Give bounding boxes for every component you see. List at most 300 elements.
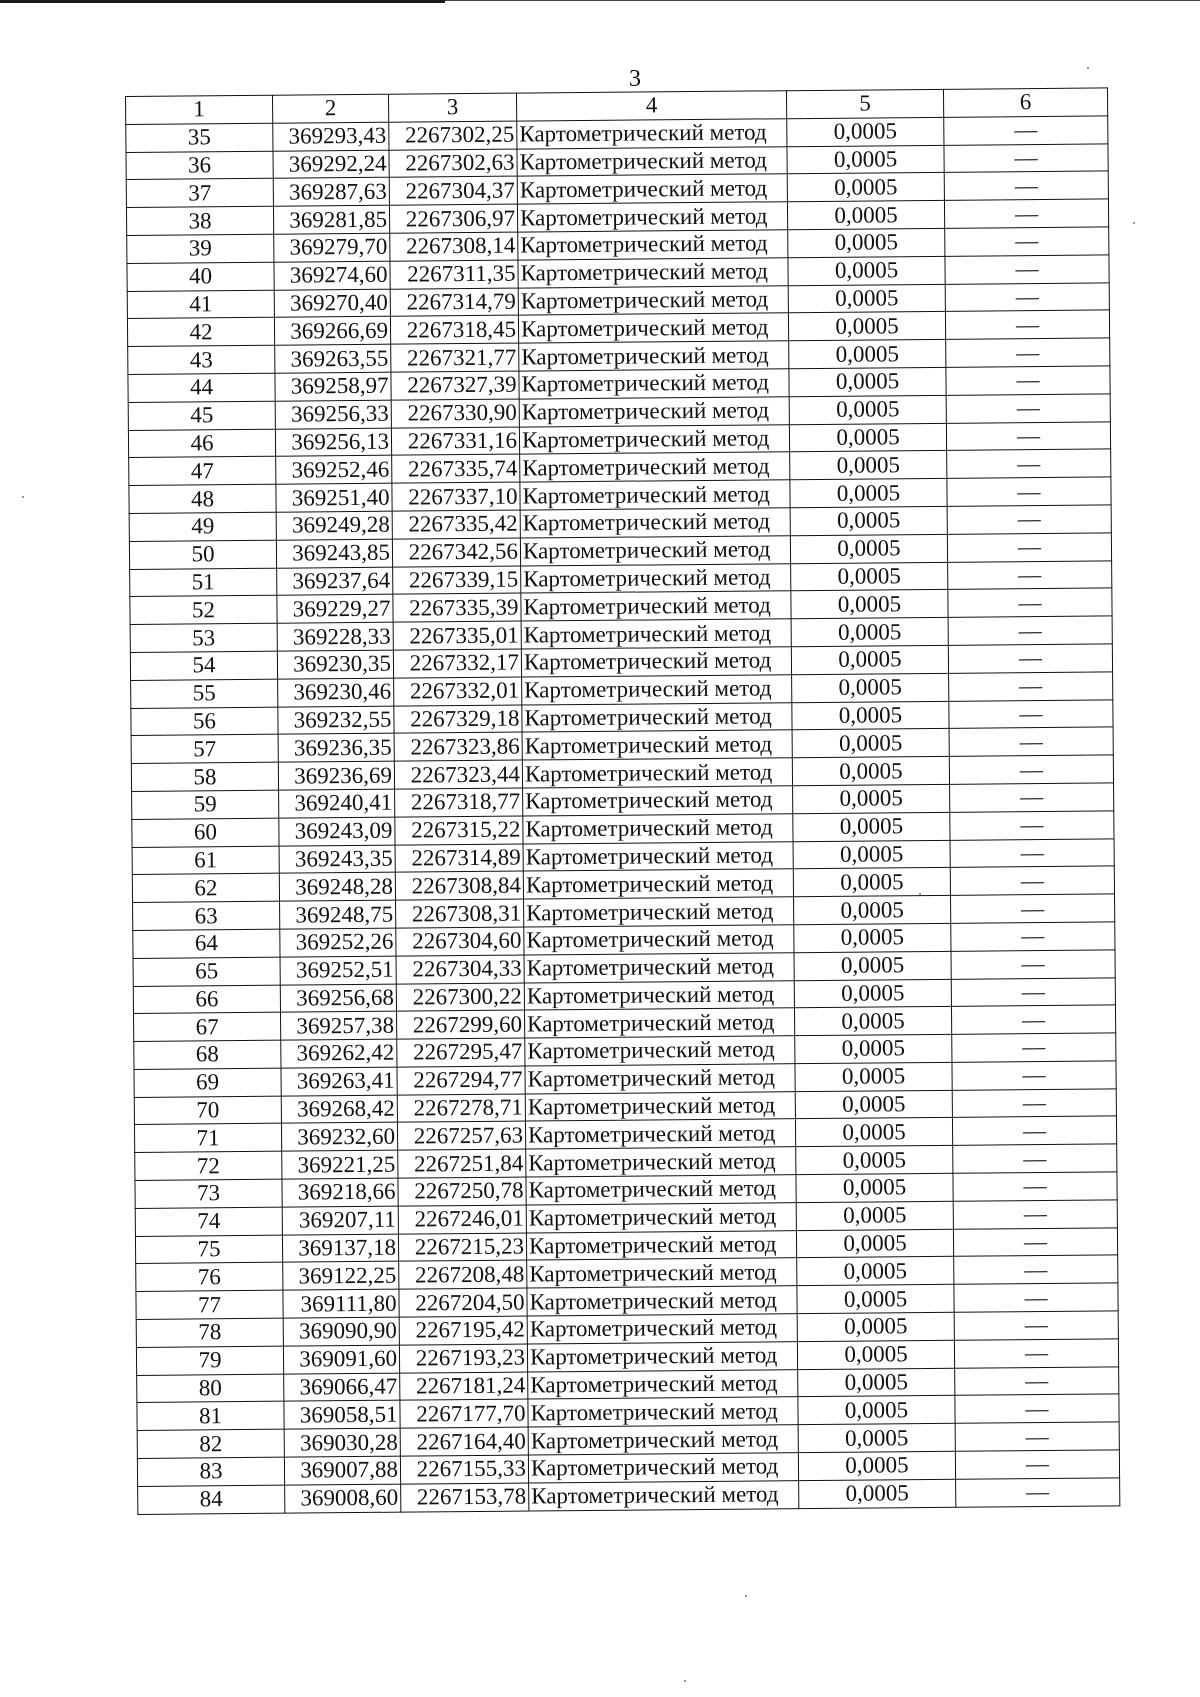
- accuracy-cell: 0,0005: [799, 1479, 956, 1508]
- accuracy-cell: 0,0005: [792, 729, 949, 758]
- note-cell: —: [945, 310, 1109, 339]
- note-cell: —: [951, 950, 1115, 979]
- point-number-cell: 79: [136, 1346, 283, 1375]
- accuracy-cell: 0,0005: [787, 117, 944, 146]
- x-coordinate-cell: 369228,33: [277, 622, 393, 651]
- point-number-cell: 38: [126, 206, 273, 235]
- header-cell: 1: [126, 95, 273, 124]
- method-cell: Картометрический метод: [521, 647, 791, 677]
- note-cell: —: [953, 1172, 1117, 1201]
- x-coordinate-cell: 369207,11: [282, 1206, 398, 1235]
- point-number-cell: 82: [137, 1429, 284, 1458]
- accuracy-cell: 0,0005: [793, 868, 950, 897]
- accuracy-cell: 0,0005: [798, 1396, 955, 1425]
- method-cell: Картометрический метод: [527, 1314, 797, 1344]
- method-cell: Картометрический метод: [526, 1175, 796, 1205]
- note-cell: —: [952, 1089, 1116, 1118]
- y-coordinate-cell: 2267299,60: [396, 1010, 524, 1039]
- y-coordinate-cell: 2267181,24: [400, 1372, 528, 1401]
- point-number-cell: 35: [126, 123, 273, 152]
- y-coordinate-cell: 2267155,33: [400, 1455, 528, 1484]
- x-coordinate-cell: 369066,47: [284, 1373, 400, 1402]
- x-coordinate-cell: 369232,55: [278, 706, 394, 735]
- x-coordinate-cell: 369274,60: [274, 261, 390, 290]
- method-cell: Картометрический метод: [519, 341, 789, 371]
- x-coordinate-cell: 369221,25: [282, 1150, 398, 1179]
- method-cell: Картометрический метод: [528, 1369, 798, 1399]
- note-cell: —: [954, 1255, 1118, 1284]
- y-coordinate-cell: 2267339,15: [393, 566, 521, 595]
- point-number-cell: 71: [134, 1124, 281, 1153]
- note-cell: —: [948, 588, 1112, 617]
- accuracy-cell: 0,0005: [788, 228, 945, 257]
- accuracy-cell: 0,0005: [791, 562, 948, 591]
- y-coordinate-cell: 2267330,90: [391, 399, 519, 428]
- scan-edge-line: [0, 0, 445, 3]
- accuracy-cell: 0,0005: [790, 451, 947, 480]
- x-coordinate-cell: 369122,25: [283, 1262, 399, 1291]
- accuracy-cell: 0,0005: [788, 284, 945, 313]
- point-number-cell: 64: [133, 929, 280, 958]
- method-cell: Картометрический метод: [525, 1091, 795, 1121]
- x-coordinate-cell: 369243,85: [276, 539, 392, 568]
- y-coordinate-cell: 2267278,71: [397, 1094, 525, 1123]
- accuracy-cell: 0,0005: [788, 256, 945, 285]
- note-cell: —: [947, 505, 1111, 534]
- x-coordinate-cell: 369266,69: [274, 317, 390, 346]
- point-number-cell: 40: [127, 262, 274, 291]
- accuracy-cell: 0,0005: [797, 1312, 954, 1341]
- point-number-cell: 47: [129, 457, 276, 486]
- x-coordinate-cell: 369292,24: [273, 150, 389, 179]
- y-coordinate-cell: 2267257,63: [397, 1122, 525, 1151]
- x-coordinate-cell: 369256,68: [280, 984, 396, 1013]
- x-coordinate-cell: 369257,38: [281, 1011, 397, 1040]
- y-coordinate-cell: 2267331,16: [391, 427, 519, 456]
- y-coordinate-cell: 2267342,56: [392, 538, 520, 567]
- method-cell: Картометрический метод: [526, 1203, 796, 1233]
- method-cell: Картометрический метод: [526, 1147, 796, 1177]
- x-coordinate-cell: 369251,40: [276, 483, 392, 512]
- method-cell: Картометрический метод: [525, 1064, 795, 1094]
- method-cell: Картометрический метод: [522, 674, 792, 704]
- method-cell: Картометрический метод: [526, 1230, 796, 1260]
- method-cell: Картометрический метод: [525, 1119, 795, 1149]
- x-coordinate-cell: 369240,41: [279, 789, 395, 818]
- y-coordinate-cell: 2267208,48: [399, 1261, 527, 1290]
- accuracy-cell: 0,0005: [796, 1173, 953, 1202]
- scan-speck: [22, 496, 24, 498]
- method-cell: Картометрический метод: [521, 619, 791, 649]
- note-cell: —: [952, 1116, 1116, 1145]
- x-coordinate-cell: 369293,43: [273, 122, 389, 151]
- x-coordinate-cell: 369252,51: [280, 956, 396, 985]
- y-coordinate-cell: 2267315,22: [395, 816, 523, 845]
- point-number-cell: 36: [126, 151, 273, 180]
- note-cell: —: [947, 533, 1111, 562]
- accuracy-cell: 0,0005: [794, 951, 951, 980]
- y-coordinate-cell: 2267177,70: [400, 1399, 528, 1428]
- accuracy-cell: 0,0005: [790, 534, 947, 563]
- method-cell: Картометрический метод: [524, 980, 794, 1010]
- header-cell: 6: [943, 88, 1107, 117]
- note-cell: —: [951, 1005, 1115, 1034]
- note-cell: —: [947, 449, 1111, 478]
- x-coordinate-cell: 369237,64: [277, 567, 393, 596]
- y-coordinate-cell: 2267306,97: [389, 204, 517, 233]
- note-cell: —: [953, 1228, 1117, 1257]
- point-number-cell: 46: [128, 429, 275, 458]
- point-number-cell: 58: [131, 762, 278, 791]
- point-number-cell: 78: [136, 1318, 283, 1347]
- scan-edge-line: [445, 0, 1200, 1]
- method-cell: Картометрический метод: [518, 313, 788, 343]
- note-cell: —: [950, 838, 1114, 867]
- point-number-cell: 66: [133, 985, 280, 1014]
- x-coordinate-cell: 369279,70: [274, 233, 390, 262]
- note-cell: —: [950, 783, 1114, 812]
- accuracy-cell: 0,0005: [796, 1229, 953, 1258]
- y-coordinate-cell: 2267304,37: [389, 176, 517, 205]
- y-coordinate-cell: 2267335,39: [393, 593, 521, 622]
- point-number-cell: 37: [126, 179, 273, 208]
- x-coordinate-cell: 369248,28: [279, 872, 395, 901]
- note-cell: —: [946, 421, 1110, 450]
- note-cell: —: [950, 866, 1114, 895]
- y-coordinate-cell: 2267251,84: [398, 1149, 526, 1178]
- method-cell: Картометрический метод: [522, 730, 792, 760]
- coordinates-table: [125, 87, 1120, 1514]
- accuracy-cell: 0,0005: [789, 423, 946, 452]
- point-number-cell: 61: [132, 846, 279, 875]
- point-number-cell: 56: [131, 707, 278, 736]
- x-coordinate-cell: 369262,42: [281, 1039, 397, 1068]
- method-cell: Картометрический метод: [528, 1453, 798, 1483]
- note-cell: —: [953, 1200, 1117, 1229]
- note-cell: —: [948, 560, 1112, 589]
- scan-speck: [1087, 67, 1089, 69]
- note-cell: —: [945, 255, 1109, 284]
- scan-speck: [684, 1680, 686, 1682]
- y-coordinate-cell: 2267300,22: [396, 983, 524, 1012]
- accuracy-cell: 0,0005: [787, 145, 944, 174]
- y-coordinate-cell: 2267332,17: [393, 649, 521, 678]
- x-coordinate-cell: 369218,66: [282, 1178, 398, 1207]
- accuracy-cell: 0,0005: [797, 1257, 954, 1286]
- accuracy-cell: 0,0005: [791, 590, 948, 619]
- accuracy-cell: 0,0005: [795, 1034, 952, 1063]
- method-cell: Картометрический метод: [520, 480, 790, 510]
- header-cell: 5: [786, 89, 943, 118]
- x-coordinate-cell: 369111,80: [283, 1289, 399, 1318]
- point-number-cell: 59: [132, 790, 279, 819]
- method-cell: Картометрический метод: [524, 925, 794, 955]
- point-number-cell: 52: [130, 596, 277, 625]
- note-cell: —: [945, 282, 1109, 311]
- accuracy-cell: 0,0005: [790, 506, 947, 535]
- y-coordinate-cell: 2267329,18: [394, 705, 522, 734]
- method-cell: Картометрический метод: [523, 813, 793, 843]
- point-number-cell: 73: [135, 1179, 282, 1208]
- header-cell: 4: [516, 91, 786, 121]
- note-cell: —: [952, 1033, 1116, 1062]
- note-cell: —: [949, 755, 1113, 784]
- method-cell: Картометрический метод: [519, 396, 789, 426]
- header-cell: 3: [388, 93, 516, 122]
- point-number-cell: 39: [127, 234, 274, 263]
- note-cell: —: [953, 1144, 1117, 1173]
- accuracy-cell: 0,0005: [793, 812, 950, 841]
- note-cell: —: [944, 171, 1108, 200]
- note-cell: —: [944, 116, 1108, 145]
- method-cell: Картометрический метод: [523, 786, 793, 816]
- y-coordinate-cell: 2267314,79: [390, 288, 518, 317]
- accuracy-cell: 0,0005: [791, 617, 948, 646]
- x-coordinate-cell: 369287,63: [273, 178, 389, 207]
- x-coordinate-cell: 369030,28: [284, 1428, 400, 1457]
- point-number-cell: 45: [128, 401, 275, 430]
- y-coordinate-cell: 2267311,35: [390, 260, 518, 289]
- accuracy-cell: 0,0005: [795, 1090, 952, 1119]
- y-coordinate-cell: 2267153,78: [401, 1483, 529, 1512]
- accuracy-cell: 0,0005: [793, 840, 950, 869]
- note-cell: —: [955, 1422, 1119, 1451]
- coordinates-table-body: [126, 88, 1120, 1514]
- x-coordinate-cell: 369232,60: [281, 1123, 397, 1152]
- point-number-cell: 74: [135, 1207, 282, 1236]
- method-cell: Картометрический метод: [524, 952, 794, 982]
- note-cell: —: [956, 1478, 1120, 1507]
- note-cell: —: [950, 811, 1114, 840]
- note-cell: —: [948, 644, 1112, 673]
- y-coordinate-cell: 2267323,44: [394, 760, 522, 789]
- method-cell: Картометрический метод: [521, 591, 791, 621]
- x-coordinate-cell: 369229,27: [277, 595, 393, 624]
- point-number-cell: 69: [134, 1068, 281, 1097]
- y-coordinate-cell: 2267318,45: [390, 315, 518, 344]
- accuracy-cell: 0,0005: [792, 756, 949, 785]
- accuracy-cell: 0,0005: [794, 895, 951, 924]
- x-coordinate-cell: 369137,18: [282, 1234, 398, 1263]
- point-number-cell: 83: [137, 1457, 284, 1486]
- accuracy-cell: 0,0005: [791, 645, 948, 674]
- method-cell: Картометрический метод: [518, 258, 788, 288]
- note-cell: —: [952, 1061, 1116, 1090]
- x-coordinate-cell: 369252,26: [280, 928, 396, 957]
- x-coordinate-cell: 369058,51: [284, 1401, 400, 1430]
- scan-speck: [919, 893, 921, 895]
- point-number-cell: 54: [130, 651, 277, 680]
- x-coordinate-cell: 369268,42: [281, 1095, 397, 1124]
- y-coordinate-cell: 2267318,77: [395, 788, 523, 817]
- y-coordinate-cell: 2267304,60: [396, 927, 524, 956]
- method-cell: Картометрический метод: [524, 1008, 794, 1038]
- point-number-cell: 80: [137, 1374, 284, 1403]
- point-number-cell: 48: [129, 484, 276, 513]
- accuracy-cell: 0,0005: [794, 1007, 951, 1036]
- accuracy-cell: 0,0005: [789, 395, 946, 424]
- y-coordinate-cell: 2267327,39: [391, 371, 519, 400]
- y-coordinate-cell: 2267308,84: [395, 871, 523, 900]
- page-number: 3: [629, 66, 641, 92]
- note-cell: —: [946, 338, 1110, 367]
- method-cell: Картометрический метод: [529, 1481, 799, 1511]
- y-coordinate-cell: 2267195,42: [399, 1316, 527, 1345]
- point-number-cell: 51: [130, 568, 277, 597]
- x-coordinate-cell: 369270,40: [274, 289, 390, 318]
- point-number-cell: 63: [133, 901, 280, 930]
- x-coordinate-cell: 369230,46: [278, 678, 394, 707]
- scan-speck: [1133, 222, 1135, 224]
- x-coordinate-cell: 369256,33: [275, 400, 391, 429]
- x-coordinate-cell: 369236,35: [278, 734, 394, 763]
- accuracy-cell: 0,0005: [789, 367, 946, 396]
- accuracy-cell: 0,0005: [798, 1451, 955, 1480]
- y-coordinate-cell: 2267246,01: [398, 1205, 526, 1234]
- y-coordinate-cell: 2267332,01: [394, 677, 522, 706]
- point-number-cell: 50: [129, 540, 276, 569]
- y-coordinate-cell: 2267314,89: [395, 844, 523, 873]
- y-coordinate-cell: 2267204,50: [399, 1288, 527, 1317]
- note-cell: —: [955, 1450, 1119, 1479]
- method-cell: Картометрический метод: [527, 1342, 797, 1372]
- y-coordinate-cell: 2267164,40: [400, 1427, 528, 1456]
- point-number-cell: 41: [127, 290, 274, 319]
- x-coordinate-cell: 369090,90: [283, 1317, 399, 1346]
- method-cell: Картометрический метод: [527, 1258, 797, 1288]
- accuracy-cell: 0,0005: [793, 784, 950, 813]
- point-number-cell: 76: [136, 1263, 283, 1292]
- x-coordinate-cell: 369263,41: [281, 1067, 397, 1096]
- accuracy-cell: 0,0005: [798, 1424, 955, 1453]
- y-coordinate-cell: 2267335,42: [392, 510, 520, 539]
- note-cell: —: [948, 616, 1112, 645]
- accuracy-cell: 0,0005: [795, 1118, 952, 1147]
- y-coordinate-cell: 2267323,86: [394, 732, 522, 761]
- point-number-cell: 72: [135, 1151, 282, 1180]
- point-number-cell: 65: [133, 957, 280, 986]
- y-coordinate-cell: 2267321,77: [391, 343, 519, 372]
- y-coordinate-cell: 2267308,31: [396, 899, 524, 928]
- point-number-cell: 43: [128, 345, 275, 374]
- y-coordinate-cell: 2267215,23: [398, 1233, 526, 1262]
- point-number-cell: 62: [132, 873, 279, 902]
- accuracy-cell: 0,0005: [787, 173, 944, 202]
- method-cell: Картометрический метод: [517, 174, 787, 204]
- note-cell: —: [949, 672, 1113, 701]
- accuracy-cell: 0,0005: [792, 673, 949, 702]
- note-cell: —: [955, 1367, 1119, 1396]
- accuracy-cell: 0,0005: [787, 201, 944, 230]
- accuracy-cell: 0,0005: [798, 1368, 955, 1397]
- note-cell: —: [945, 227, 1109, 256]
- point-number-cell: 57: [131, 735, 278, 764]
- note-cell: —: [946, 394, 1110, 423]
- method-cell: Картометрический метод: [520, 535, 790, 565]
- method-cell: Картометрический метод: [524, 897, 794, 927]
- method-cell: Картометрический метод: [523, 869, 793, 899]
- header-cell: 2: [272, 94, 388, 123]
- accuracy-cell: 0,0005: [796, 1146, 953, 1175]
- accuracy-cell: 0,0005: [788, 312, 945, 341]
- accuracy-cell: 0,0005: [790, 478, 947, 507]
- note-cell: —: [954, 1339, 1118, 1368]
- x-coordinate-cell: 369281,85: [273, 205, 389, 234]
- point-number-cell: 53: [130, 623, 277, 652]
- x-coordinate-cell: 369252,46: [276, 456, 392, 485]
- method-cell: Картометрический метод: [517, 146, 787, 176]
- method-cell: Картометрический метод: [520, 508, 790, 538]
- accuracy-cell: 0,0005: [795, 1062, 952, 1091]
- y-coordinate-cell: 2267335,01: [393, 621, 521, 650]
- method-cell: Картометрический метод: [525, 1036, 795, 1066]
- accuracy-cell: 0,0005: [794, 923, 951, 952]
- method-cell: Картометрический метод: [528, 1425, 798, 1455]
- note-cell: —: [944, 199, 1108, 228]
- note-cell: —: [955, 1394, 1119, 1423]
- accuracy-cell: 0,0005: [797, 1285, 954, 1314]
- y-coordinate-cell: 2267302,25: [389, 121, 517, 150]
- point-number-cell: 77: [136, 1290, 283, 1319]
- x-coordinate-cell: 369236,69: [278, 761, 394, 790]
- x-coordinate-cell: 369263,55: [275, 344, 391, 373]
- point-number-cell: 44: [128, 373, 275, 402]
- x-coordinate-cell: 369258,97: [275, 372, 391, 401]
- method-cell: Картометрический метод: [518, 230, 788, 260]
- note-cell: —: [954, 1311, 1118, 1340]
- note-cell: —: [951, 922, 1115, 951]
- scan-speck: [745, 1595, 747, 1597]
- point-number-cell: 84: [138, 1485, 285, 1514]
- y-coordinate-cell: 2267250,78: [398, 1177, 526, 1206]
- note-cell: —: [951, 977, 1115, 1006]
- x-coordinate-cell: 369091,60: [283, 1345, 399, 1374]
- y-coordinate-cell: 2267193,23: [399, 1344, 527, 1373]
- method-cell: Картометрический метод: [517, 119, 787, 149]
- note-cell: —: [954, 1283, 1118, 1312]
- y-coordinate-cell: 2267302,63: [389, 149, 517, 178]
- method-cell: Картометрический метод: [528, 1397, 798, 1427]
- y-coordinate-cell: 2267294,77: [397, 1066, 525, 1095]
- method-cell: Картометрический метод: [519, 369, 789, 399]
- point-number-cell: 67: [134, 1012, 281, 1041]
- point-number-cell: 55: [131, 679, 278, 708]
- accuracy-cell: 0,0005: [796, 1201, 953, 1230]
- accuracy-cell: 0,0005: [792, 701, 949, 730]
- point-number-cell: 81: [137, 1402, 284, 1431]
- x-coordinate-cell: 369230,35: [277, 650, 393, 679]
- method-cell: Картометрический метод: [518, 285, 788, 315]
- y-coordinate-cell: 2267304,33: [396, 955, 524, 984]
- method-cell: Картометрический метод: [523, 841, 793, 871]
- point-number-cell: 75: [135, 1235, 282, 1264]
- method-cell: Картометрический метод: [527, 1286, 797, 1316]
- method-cell: Картометрический метод: [520, 452, 790, 482]
- accuracy-cell: 0,0005: [797, 1340, 954, 1369]
- point-number-cell: 60: [132, 818, 279, 847]
- method-cell: Картометрический метод: [517, 202, 787, 232]
- y-coordinate-cell: 2267335,74: [392, 454, 520, 483]
- y-coordinate-cell: 2267295,47: [397, 1038, 525, 1067]
- method-cell: Картометрический метод: [521, 563, 791, 593]
- point-number-cell: 70: [134, 1096, 281, 1125]
- note-cell: —: [951, 894, 1115, 923]
- y-coordinate-cell: 2267337,10: [392, 482, 520, 511]
- y-coordinate-cell: 2267308,14: [390, 232, 518, 261]
- x-coordinate-cell: 369008,60: [285, 1484, 401, 1513]
- x-coordinate-cell: 369256,13: [275, 428, 391, 457]
- note-cell: —: [947, 477, 1111, 506]
